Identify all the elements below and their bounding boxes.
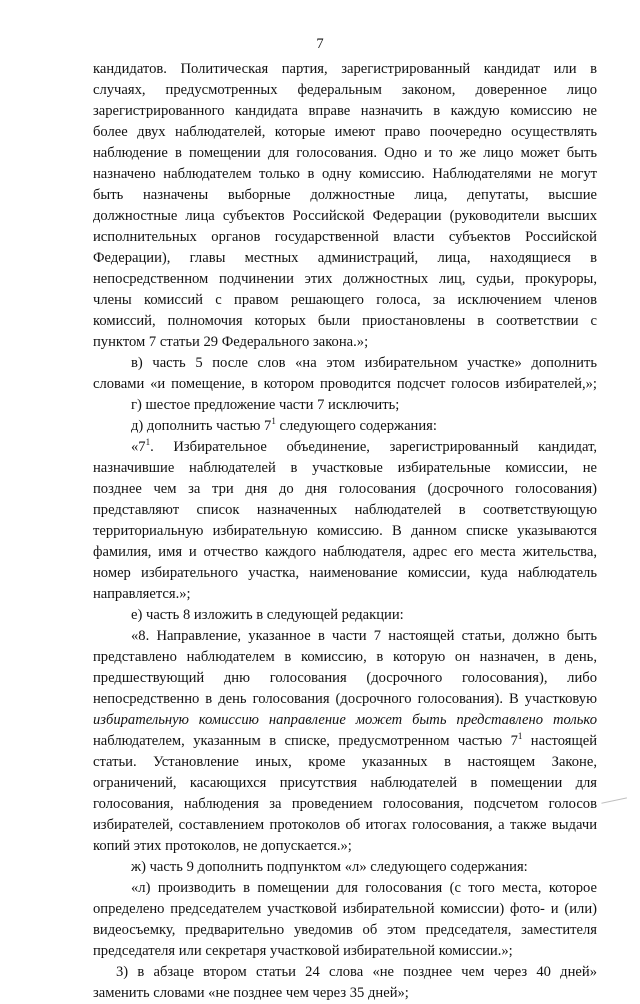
text-line-content: заменить словами «не позднее чем через 35 дней»; [93, 985, 409, 1001]
text-line [93, 626, 597, 647]
text-line [93, 647, 597, 668]
text-line [93, 80, 597, 101]
text-line-content: представляют список назначенных наблюдателей в соответствующую [93, 502, 597, 518]
text-line-content: определено председателем участковой избирательной комиссии) фото- и (или) [93, 901, 597, 917]
text-line-content: позднее чем за три дня до дня голосования (досрочного голосования) [93, 481, 597, 497]
text-line [93, 920, 597, 941]
text-line [93, 437, 597, 458]
text-line [93, 164, 597, 185]
text-line-content: предшествующий дню голосования (досрочного голосования), либо [93, 670, 597, 686]
text-line [93, 101, 597, 122]
text-line-continuation: . Избирательное объединение, зарегистрированный кандидат, [150, 439, 597, 455]
text-line-content: 3) в абзаце втором статьи 24 слова «не позднее чем через 40 дней» [116, 964, 597, 980]
text-line-content: члены комиссий с правом решающего голоса, за исключением членов [93, 292, 597, 308]
text-line [93, 458, 597, 479]
text-line [93, 332, 597, 353]
text-line [93, 542, 597, 563]
text-line [93, 290, 597, 311]
text-line [93, 416, 597, 437]
text-line [93, 962, 597, 983]
text-line [93, 143, 597, 164]
text-line-content: «8. Направление, указанное в части 7 настоящей статьи, должно быть [131, 628, 597, 644]
text-line-content: назначено наблюдателем только в одну комиссию. Наблюдателями не могут [93, 166, 597, 182]
text-line [93, 227, 597, 248]
text-line [93, 689, 597, 710]
text-line-content: должностные лица субъектов Российской Федерации (руководители высших [93, 208, 597, 224]
text-line-content: в) часть 5 после слов «на этом избирательном участке» дополнить [131, 355, 597, 371]
text-line [93, 59, 597, 80]
text-line-content: председателя или секретаря участковой избирательной комиссии.»; [93, 943, 513, 959]
text-line-content: кандидатов. Политическая партия, зарегистрированный кандидат или в [93, 61, 597, 77]
text-line [93, 521, 597, 542]
text-line [93, 206, 597, 227]
text-line-content: г) шестое предложение части 7 исключить; [131, 397, 400, 413]
text-line-content: словами «и помещение, в котором проводится подсчет голосов избирателей,»; [93, 376, 597, 392]
text-line-content: избирателей, составлением протоколов об итогах голосования, а также выдачи [93, 817, 597, 833]
page-number: 7 [316, 36, 324, 52]
superscript-index: 1 [271, 416, 276, 426]
text-line-content: номер избирательного участка, наименование комиссии, куда наблюдатель [93, 565, 597, 581]
text-line-content: направляется.»; [93, 586, 191, 602]
text-line [93, 395, 597, 416]
text-line [93, 563, 597, 584]
text-line [93, 794, 597, 815]
text-line-content: пунктом 7 статьи 29 Федерального закона.»; [93, 334, 369, 350]
text-line [93, 605, 597, 626]
text-line [93, 584, 597, 605]
text-line-content: е) часть 8 изложить в следующей редакции: [131, 607, 404, 623]
text-line-content: непосредственно в день голосования (досрочного голосования). В участковую [93, 691, 597, 707]
text-line [93, 500, 597, 521]
text-line [93, 815, 597, 836]
text-line-content: «7 [131, 439, 146, 455]
text-line [93, 668, 597, 689]
text-line [93, 752, 597, 773]
text-line-content: фамилия, имя и отчество каждого наблюдателя, адрес его места жительства, [93, 544, 597, 560]
text-line-content: видеосъемку, предварительно уведомив об этом председателя, заместителя [93, 922, 597, 938]
text-line [93, 269, 597, 290]
text-line-content: быть назначены выборные должностные лица, депутаты, высшие [93, 187, 597, 203]
text-line-content: голосования, наблюдения за проведением голосования, подсчетом голосов [93, 796, 597, 812]
text-line-content: д) дополнить частью 7 [131, 418, 272, 434]
text-line-content: назначившие наблюдателей в участковые избирательные комиссии, не [93, 460, 597, 476]
text-line-content: исполнительных органов государственной власти субъектов Российской [93, 229, 597, 245]
text-line [93, 857, 597, 878]
text-line-content: статьи. Установление иных, кроме указанных в настоящем Законе, [93, 754, 597, 770]
text-line-content: избирательную комиссию направление может быть представлено только [93, 712, 597, 728]
text-line [93, 122, 597, 143]
superscript-index: 1 [517, 731, 523, 741]
text-line [93, 941, 597, 962]
text-line-continuation: настоящей [522, 733, 598, 749]
text-line-content: Федерации), главы местных администраций, лица, находящиеся в [93, 250, 597, 266]
superscript-index: 1 [145, 437, 151, 447]
text-line-content: случаях, предусмотренных федеральным законом, доверенное лицо [93, 82, 597, 98]
text-line-content: зарегистрированного кандидата вправе назначить в каждую комиссию не [93, 103, 597, 119]
text-line [93, 983, 597, 1004]
text-line-content: комиссий, полномочия которых были приостановлены в соответствии с [93, 313, 597, 329]
text-line [93, 836, 597, 857]
text-line [93, 878, 597, 899]
text-line-content: копий этих протоколов, не допускается.»; [93, 838, 352, 854]
text-line [93, 248, 597, 269]
text-line [93, 899, 597, 920]
text-line [93, 479, 597, 500]
text-line-content: представлено наблюдателем в комиссию, в которую он назначен, в день, [93, 649, 597, 665]
pen-mark [601, 797, 628, 811]
text-line-continuation: следующего содержания: [275, 418, 437, 434]
text-line-content: территориальную избирательную комиссию. В данном списке указываются [93, 523, 597, 539]
text-line [93, 773, 597, 794]
text-line-content: наблюдателем, указанным в списке, предусмотренном частью 7 [93, 733, 518, 749]
text-line [93, 374, 597, 395]
text-line-content: наблюдение в помещении для голосования. Одно и то же лицо может быть [93, 145, 597, 161]
text-line-content: ж) часть 9 дополнить подпунктом «л» следующего содержания: [131, 859, 528, 875]
text-line-content: ограничений, касающихся присутствия наблюдателей в помещении для [93, 775, 597, 791]
document-body [93, 59, 597, 1004]
text-line-content: «л) производить в помещении для голосования (с того места, которое [131, 880, 597, 896]
text-line [93, 731, 597, 752]
text-line [93, 710, 597, 731]
text-line-content: более двух наблюдателей, которые имеют право поочередно осуществлять [93, 124, 597, 140]
text-line [93, 311, 597, 332]
text-line [93, 353, 597, 374]
text-line [93, 185, 597, 206]
text-line-content: непосредственном подчинении этих должностных лиц, судьи, прокуроры, [93, 271, 597, 287]
